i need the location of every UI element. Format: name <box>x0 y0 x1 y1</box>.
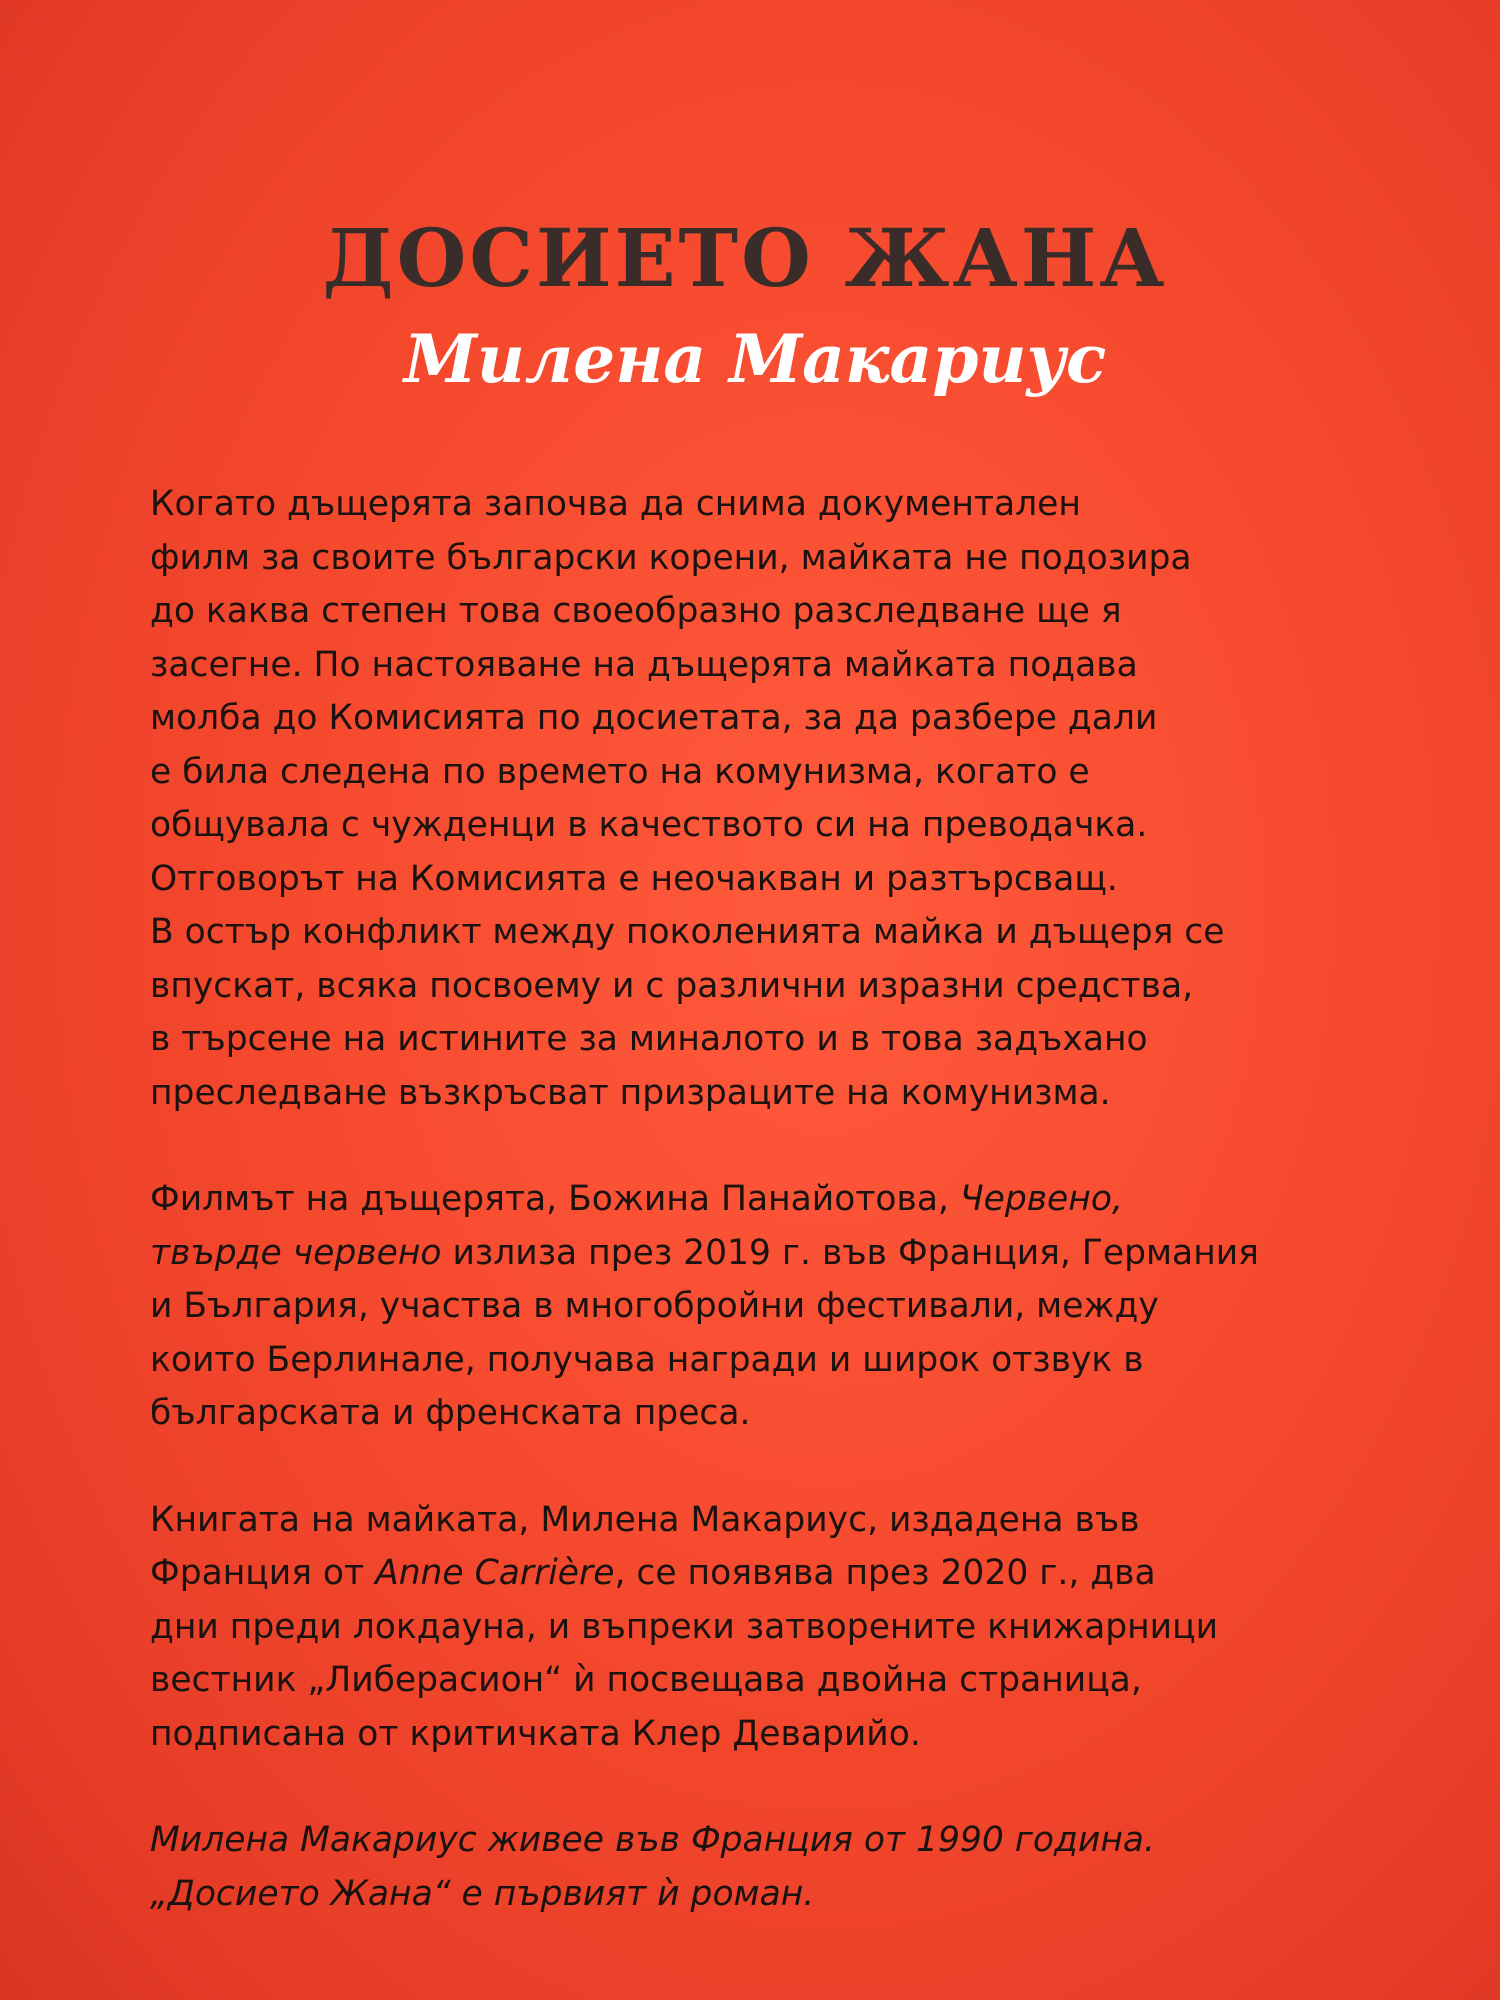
text-line <box>150 1387 1400 1441</box>
book-author: Милена Макариус <box>403 320 1107 398</box>
text-segment: общувала с чужденци в качеството си на преводачка. <box>150 805 1148 845</box>
text-line <box>150 639 1400 693</box>
text-segment: дни преди локдауна, и въпреки затворените книжарници <box>150 1606 1219 1647</box>
text-segment: вестник „Либерасион“ ѝ посвещава двойна страница, <box>150 1660 1142 1700</box>
text-segment: подписана от критичката Клер Деварийо. <box>150 1713 921 1754</box>
text-segment: , се появява през 2020 г., два <box>614 1553 1156 1593</box>
text-segment: които Берлинале, получава награди и широк отзвук в <box>150 1339 1144 1380</box>
text-line <box>150 1173 1400 1227</box>
text-segment: в търсене на истините за миналото и в това задъхано <box>150 1019 1148 1059</box>
text-line <box>150 799 1400 853</box>
text-line <box>150 478 1400 532</box>
blurb-paragraph <box>150 1814 1400 1921</box>
text-line <box>150 1868 1400 1922</box>
text-segment: до каква степен това своеобразно разследване ще я <box>150 591 1122 631</box>
italic-text: твърде червено <box>150 1232 442 1273</box>
blurb-paragraph <box>150 1494 1400 1762</box>
text-segment: излиза през 2019 г. във Франция, Германия <box>441 1232 1259 1273</box>
text-segment: българската и френската преса. <box>150 1393 751 1433</box>
text-line <box>150 746 1400 800</box>
italic-text: Червено, <box>959 1179 1123 1219</box>
text-segment: молба до Комисията по досиетата, за да разбере дали <box>150 698 1158 738</box>
text-line <box>150 585 1400 639</box>
text-segment: Когато дъщерята започва да снима документален <box>150 484 1081 524</box>
text-line <box>150 692 1400 746</box>
text-line <box>150 1708 1400 1762</box>
text-segment: В остър конфликт между поколенията майка и дъщеря се <box>150 912 1225 952</box>
book-title: ДОСИЕТО ЖАНА <box>322 211 1168 305</box>
italic-text: Anne Carrière <box>375 1553 615 1593</box>
text-line <box>150 1280 1400 1334</box>
text-line <box>150 1814 1400 1868</box>
text-segment: Филмът на дъщерята, Божина Панайотова, <box>150 1179 960 1219</box>
text-segment: филм за своите български корени, майката не подозира <box>150 537 1192 578</box>
text-line <box>150 1067 1400 1121</box>
text-line <box>150 1654 1400 1708</box>
text-segment: преследване възкръсват призраците на комунизма. <box>150 1072 1111 1113</box>
blurb-text <box>150 478 1400 1974</box>
text-line <box>150 1013 1400 1067</box>
text-line <box>150 532 1400 586</box>
text-line <box>150 960 1400 1014</box>
text-line <box>150 1601 1400 1655</box>
text-segment: засегне. По настояване на дъщерята майката подава <box>150 644 1138 685</box>
text-line <box>150 906 1400 960</box>
text-line <box>150 1334 1400 1388</box>
text-segment: е била следена по времето на комунизма, когато е <box>150 751 1090 792</box>
italic-text: „Досието Жана“ е първият ѝ роман. <box>150 1873 815 1914</box>
blurb-paragraph <box>150 1173 1400 1441</box>
text-segment: и България, участва в многобройни фестивали, между <box>150 1286 1159 1326</box>
italic-text: Милена Макариус живее във Франция от 1990 година. <box>150 1820 1155 1860</box>
text-segment: впускат, всяка посвоему и с различни изразни средства, <box>150 965 1194 1006</box>
blurb-paragraph <box>150 478 1400 1120</box>
text-segment: Книгата на майката, Милена Макариус, издадена във <box>150 1499 1140 1540</box>
text-line <box>150 1547 1400 1601</box>
text-line <box>150 1494 1400 1548</box>
text-line <box>150 853 1400 907</box>
text-segment: Франция от <box>150 1553 376 1593</box>
text-line <box>150 1227 1400 1281</box>
text-segment: Отговорът на Комисията е неочакван и разтърсващ. <box>150 858 1118 899</box>
